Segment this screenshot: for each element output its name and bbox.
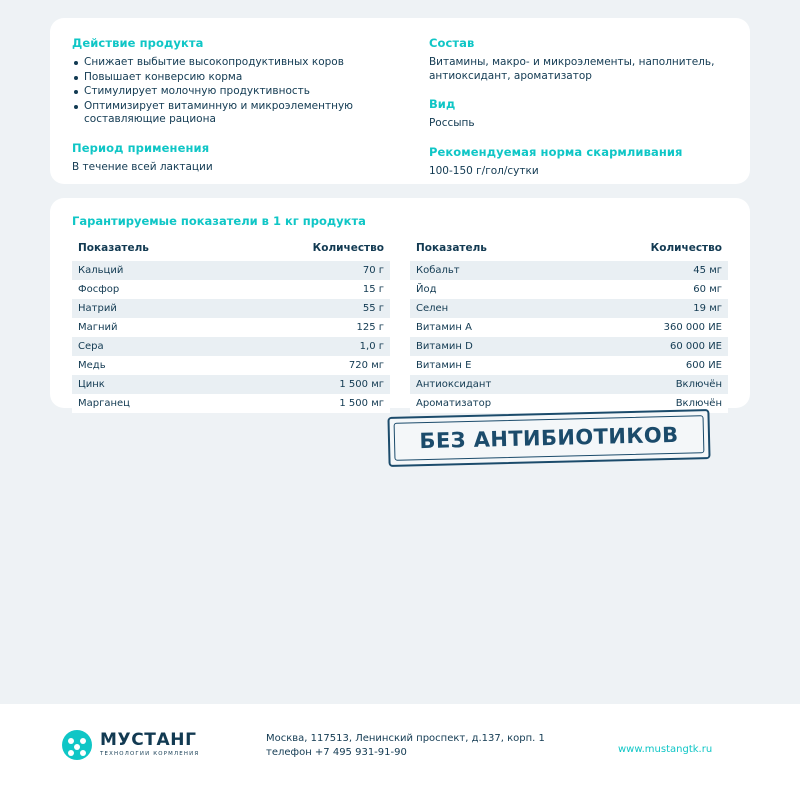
specs-table-left (72, 242, 390, 413)
cell-name: Сера (72, 337, 231, 356)
form-section-title: Вид (428, 97, 456, 112)
column-header-name: Показатель (416, 242, 487, 254)
column-header-amount: Количество (650, 242, 722, 254)
table-row (72, 394, 390, 413)
table-row (72, 356, 390, 375)
cell-name: Марганец (72, 394, 231, 413)
cell-name: Цинк (72, 375, 231, 394)
cell-name: Магний (72, 318, 231, 337)
brand-tagline: ТЕХНОЛОГИИ КОРМЛЕНИЯ (100, 751, 200, 758)
cell-name: Витамин D (410, 337, 569, 356)
info-column-left (72, 36, 411, 178)
table-header-row (410, 242, 728, 261)
specs-tables (72, 242, 728, 413)
website-link[interactable]: www.mustangtk.ru (618, 744, 713, 755)
cell-amount: 60 000 ИЕ (569, 337, 728, 356)
effect-list (72, 56, 411, 127)
dosage-value: 100-150 г/гол/сутки (428, 164, 539, 177)
column-header-name: Показатель (78, 242, 149, 254)
table-row (410, 261, 728, 280)
cell-name: Витамин A (410, 318, 569, 337)
no-antibiotics-stamp (387, 409, 710, 467)
column-header-amount: Количество (312, 242, 384, 254)
table-row (410, 356, 728, 375)
cell-amount: 360 000 ИЕ (569, 318, 728, 337)
cell-name: Витамин E (410, 356, 569, 375)
specs-title: Гарантируемые показатели в 1 кг продукта (72, 214, 366, 228)
composition-value: Витамины, макро- и микроэлементы, наполнитель, антиоксидант, ароматизатор (428, 56, 715, 82)
table-row (72, 280, 390, 299)
specs-table-right (410, 242, 728, 413)
cell-amount: 1 500 мг (231, 394, 390, 413)
stamp-label: БЕЗ АНТИБИОТИКОВ (419, 422, 679, 454)
period-section-title: Период применения (72, 140, 210, 155)
table-row (410, 280, 728, 299)
table-row (72, 318, 390, 337)
table-row (72, 261, 390, 280)
company-address (266, 732, 545, 760)
cell-amount: 19 мг (569, 299, 728, 318)
cell-amount: Включён (569, 375, 728, 394)
list-item: Повышает конверсию корма (72, 71, 411, 85)
info-column-right (429, 36, 728, 178)
table-row (410, 375, 728, 394)
period-value: В течение всей лактации (72, 160, 213, 173)
list-item: Стимулирует молочную продуктивность (72, 85, 411, 99)
specs-card (50, 198, 750, 408)
cell-amount: 15 г (231, 280, 390, 299)
table-header-row (72, 242, 390, 261)
address-line-1: Москва, 117513, Ленинский проспект, д.137, корп. 1 (266, 733, 545, 744)
cell-name: Натрий (72, 299, 231, 318)
product-info-card (50, 18, 750, 184)
cell-name: Йод (410, 280, 569, 299)
cell-amount: Включён (569, 394, 728, 413)
cell-amount: 70 г (231, 261, 390, 280)
effect-section-title: Действие продукта (72, 36, 204, 50)
stamp-inner-border (394, 415, 705, 461)
brand-block (62, 730, 199, 760)
cell-name: Антиоксидант (410, 375, 569, 394)
cell-name: Селен (410, 299, 569, 318)
footer (0, 704, 800, 800)
table-row (72, 375, 390, 394)
table-row (410, 337, 728, 356)
cell-amount: 45 мг (569, 261, 728, 280)
cell-name: Медь (72, 356, 231, 375)
cell-name: Фосфор (72, 280, 231, 299)
form-value: Россыпь (428, 117, 475, 130)
table-row (72, 337, 390, 356)
dosage-section-title: Рекомендуемая норма скармливания (428, 144, 683, 159)
cell-name: Кобальт (410, 261, 569, 280)
cell-name: Кальций (72, 261, 231, 280)
table-row (410, 299, 728, 318)
mustang-logo-icon (62, 730, 92, 760)
cell-amount: 600 ИЕ (569, 356, 728, 375)
list-item: Снижает выбытие высокопродуктивных коров (72, 56, 411, 70)
list-item: Оптимизирует витаминную и микроэлементную составляющие рациона (72, 100, 411, 127)
brand-name: МУСТАНГ (100, 730, 197, 751)
cell-amount: 720 мг (231, 356, 390, 375)
cell-amount: 125 г (231, 318, 390, 337)
brand-text (100, 732, 199, 757)
table-row (72, 299, 390, 318)
cell-name: Ароматизатор (410, 394, 569, 413)
address-line-2: телефон +7 495 931-91-90 (266, 747, 407, 758)
cell-amount: 55 г (231, 299, 390, 318)
info-columns (72, 36, 728, 178)
cell-amount: 1 500 мг (231, 375, 390, 394)
cell-amount: 1,0 г (231, 337, 390, 356)
composition-section-title: Состав (428, 36, 475, 50)
table-row (410, 318, 728, 337)
cell-amount: 60 мг (569, 280, 728, 299)
